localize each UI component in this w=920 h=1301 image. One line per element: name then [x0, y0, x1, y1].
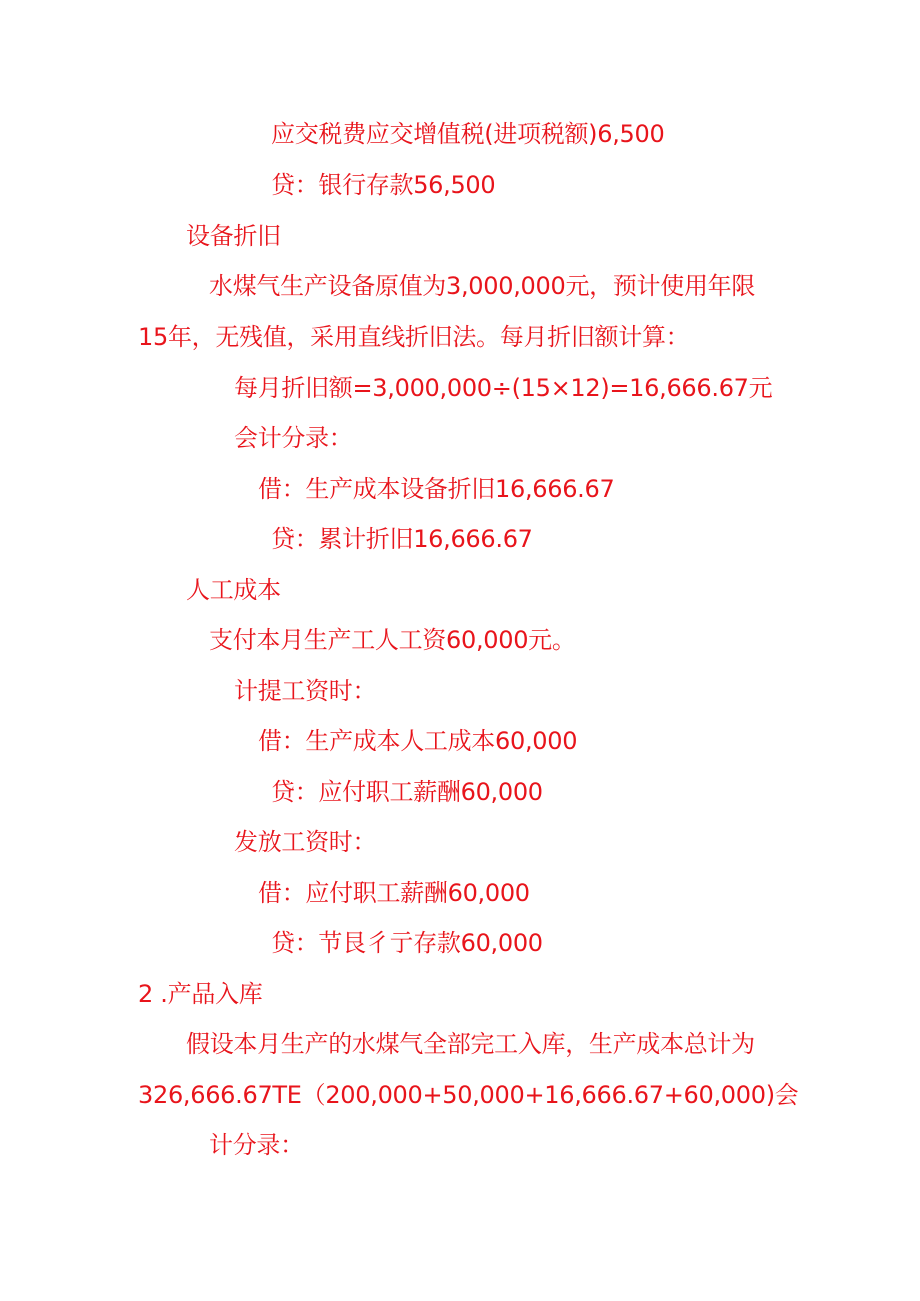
label-accounting-entry: 会计分录：	[234, 424, 353, 452]
section-heading-finished-goods: 2 .产品入库	[138, 980, 263, 1008]
section-heading-depreciation: 设备折旧	[186, 222, 281, 250]
formula-monthly-depreciation: 每月折旧额=3,000,000÷(15×12)=16,666.67元	[234, 374, 773, 402]
section-heading-labor-cost: 人工成本	[186, 576, 281, 604]
entry-credit-payroll-payable: 贷：应付职工薪酬60,000	[271, 778, 543, 806]
paragraph-finished-goods-line1: 假设本月生产的水煤气全部完工入库，生产成本总计为	[186, 1030, 755, 1058]
label-pay-wages: 发放工资时：	[234, 828, 377, 856]
paragraph-depreciation-line1: 水煤气生产设备原值为3,000,000元，预计使用年限	[209, 272, 756, 300]
paragraph-depreciation-line2: 15年，无残值，采用直线折旧法。每月折旧额计算：	[138, 323, 690, 351]
label-accrue-wages: 计提工资时：	[234, 677, 377, 705]
entry-credit-accumulated-depreciation: 贷：累计折旧16,666.67	[271, 525, 533, 553]
text-line-credit-bank-deposit: 贷：银行存款56,500	[271, 171, 496, 199]
entry-credit-bank-deposit: 贷：节艮彳亍存款60,000	[271, 929, 543, 957]
entry-debit-labor-cost: 借：生产成本人工成本60,000	[258, 727, 578, 755]
paragraph-finished-goods-line2: 326,666.67TE（200,000+50,000+16,666.67+60,000)会	[138, 1081, 799, 1109]
entry-debit-payroll-payable: 借：应付职工薪酬60,000	[258, 879, 530, 907]
entry-debit-depreciation: 借：生产成本设备折旧16,666.67	[258, 475, 615, 503]
paragraph-finished-goods-line3: 计分录：	[209, 1131, 304, 1159]
paragraph-labor-cost: 支付本月生产工人工资60,000元。	[209, 626, 576, 654]
text-line-vat-input: 应交税费应交增值税(进项税额)6,500	[271, 120, 665, 148]
